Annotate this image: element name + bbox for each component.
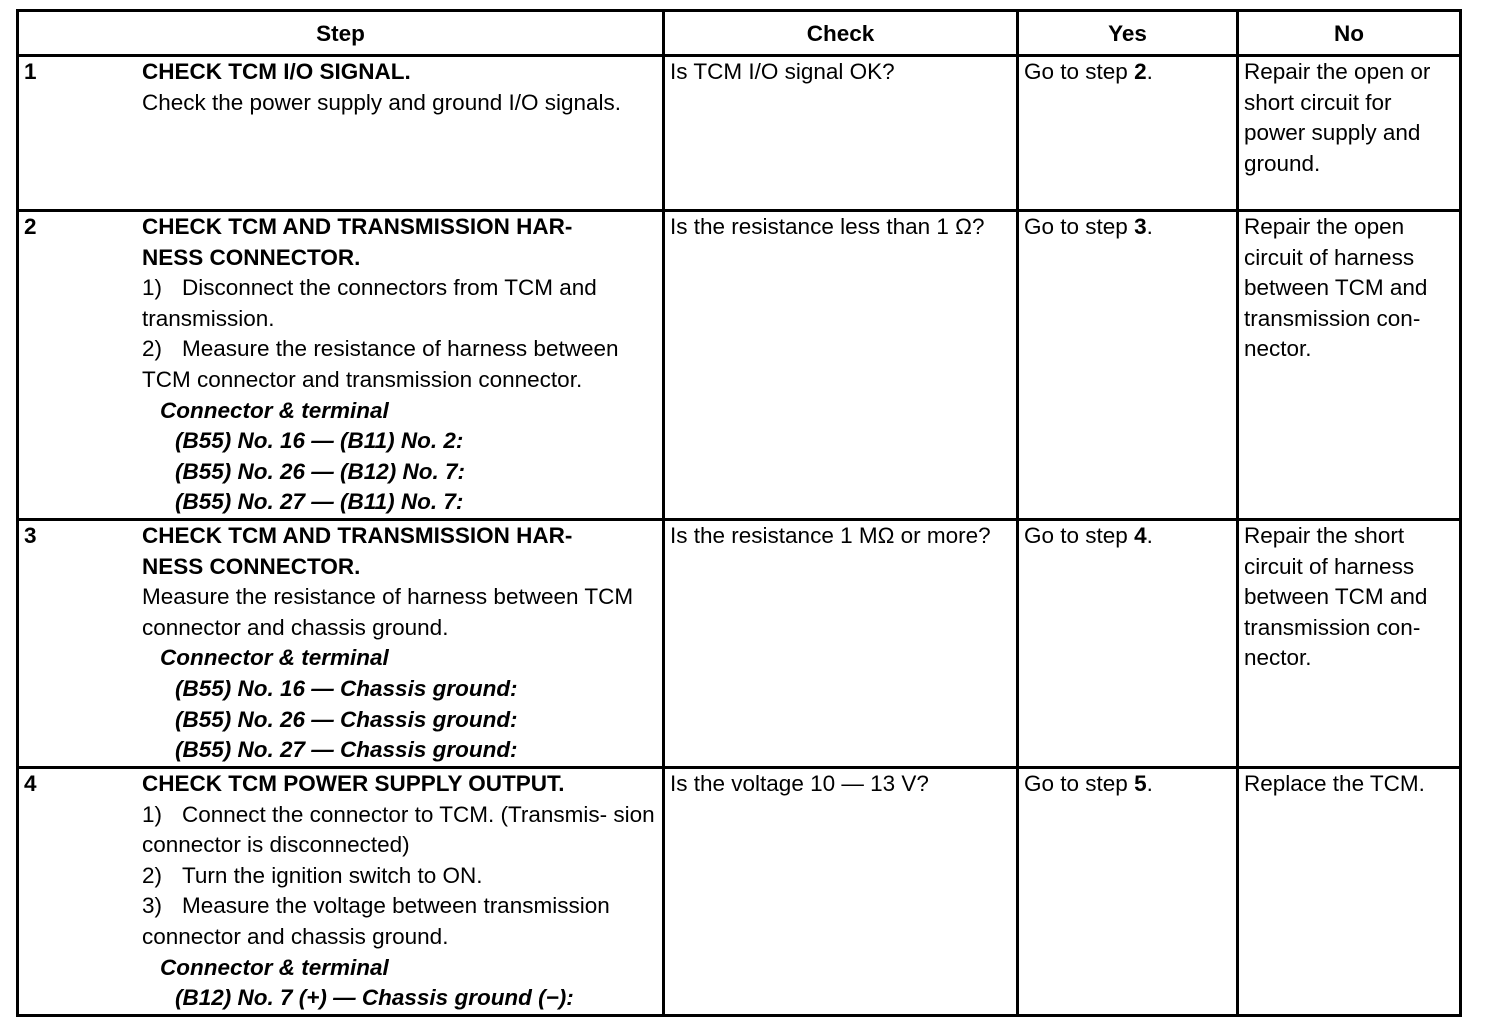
step-number: 1 bbox=[24, 59, 37, 84]
header-step: Step bbox=[18, 11, 664, 56]
connector-terminal: (B12) No. 7 (+) — Chassis ground (−): bbox=[175, 985, 574, 1011]
connector-terminal: (B55) No. 27 — (B11) No. 7: bbox=[175, 489, 464, 515]
yes-suffix: . bbox=[1146, 523, 1153, 548]
check-cell: Is the resistance 1 MΩ or more? bbox=[664, 520, 1018, 768]
step-title: CHECK TCM POWER SUPPLY OUTPUT. bbox=[142, 771, 565, 796]
no-cell: Replace the TCM. bbox=[1238, 768, 1461, 1016]
yes-cell bbox=[1018, 520, 1238, 768]
step-title: CHECK TCM I/O SIGNAL. bbox=[142, 59, 411, 84]
step-text: Measure the resistance of harness between TCM connector and chassis ground. bbox=[142, 584, 634, 640]
check-cell: Is the voltage 10 — 13 V? bbox=[664, 768, 1018, 1016]
procedure-item bbox=[142, 800, 662, 861]
connector-heading: Connector & terminal bbox=[160, 645, 389, 671]
no-cell: Repair the open circuit of harness between TCM and transmission con- nector. bbox=[1238, 211, 1461, 520]
procedure-text: Disconnect the connectors from TCM and transmission. bbox=[142, 275, 597, 331]
procedure-item bbox=[142, 334, 662, 395]
table-row bbox=[18, 56, 1461, 211]
connector-heading: Connector & terminal bbox=[160, 954, 389, 980]
no-cell: Repair the open or short circuit for power supply and ground. bbox=[1238, 56, 1461, 211]
connector-heading: Connector & terminal bbox=[160, 397, 389, 423]
procedure-number: 1) bbox=[142, 275, 163, 301]
table-header-row bbox=[18, 11, 1461, 56]
procedure-number: 2) bbox=[142, 336, 163, 362]
yes-suffix: . bbox=[1146, 214, 1153, 239]
yes-suffix: . bbox=[1146, 771, 1153, 796]
procedure-text: Measure the resistance of harness between TCM connector and transmission connector. bbox=[142, 336, 619, 392]
step-number: 3 bbox=[24, 523, 37, 548]
yes-suffix: . bbox=[1146, 59, 1153, 84]
connector-terminal: (B55) No. 26 — (B12) No. 7: bbox=[175, 458, 466, 484]
header-yes: Yes bbox=[1018, 11, 1238, 56]
step-number: 4 bbox=[24, 771, 37, 796]
procedure-text: Turn the ignition switch to ON. bbox=[182, 862, 483, 888]
procedure-number: 1) bbox=[142, 801, 163, 827]
procedure-item bbox=[142, 861, 662, 892]
yes-prefix: Go to step bbox=[1024, 59, 1135, 84]
yes-prefix: Go to step bbox=[1024, 214, 1135, 239]
yes-prefix: Go to step bbox=[1024, 771, 1135, 796]
procedure-text: Measure the voltage between transmission connector and chassis ground. bbox=[142, 893, 610, 949]
step-title-line1: CHECK TCM AND TRANSMISSION HAR- bbox=[142, 523, 573, 548]
connector-terminal: (B55) No. 27 — Chassis ground: bbox=[175, 737, 518, 763]
table-row bbox=[18, 211, 1461, 520]
yes-prefix: Go to step bbox=[1024, 523, 1135, 548]
step-cell bbox=[18, 768, 664, 1016]
table-row bbox=[18, 768, 1461, 1016]
check-cell: Is the resistance less than 1 Ω? bbox=[664, 211, 1018, 520]
step-title-line2: NESS CONNECTOR. bbox=[142, 553, 361, 579]
step-title-line2: NESS CONNECTOR. bbox=[142, 244, 361, 270]
table-row bbox=[18, 520, 1461, 768]
step-cell bbox=[18, 520, 664, 768]
connector-terminal: (B55) No. 26 — Chassis ground: bbox=[175, 706, 518, 732]
yes-cell bbox=[1018, 211, 1238, 520]
procedure-number: 2) bbox=[142, 862, 163, 888]
step-cell bbox=[18, 56, 664, 211]
header-no: No bbox=[1238, 11, 1461, 56]
procedure-text: Connect the connector to TCM. (Transmis- sion connector is disconnected) bbox=[142, 801, 655, 858]
procedure-item bbox=[142, 891, 662, 952]
step-text: Check the power supply and ground I/O signals. bbox=[142, 89, 622, 115]
step-cell bbox=[18, 211, 664, 520]
diagnostic-table bbox=[16, 9, 1462, 1017]
step-title-line1: CHECK TCM AND TRANSMISSION HAR- bbox=[142, 214, 573, 239]
connector-terminal: (B55) No. 16 — Chassis ground: bbox=[175, 675, 518, 701]
yes-step-link: 5 bbox=[1134, 771, 1147, 796]
yes-cell bbox=[1018, 56, 1238, 211]
yes-step-link: 3 bbox=[1134, 214, 1147, 239]
procedure-item bbox=[142, 273, 662, 334]
no-cell: Repair the short circuit of harness between TCM and transmission con- nector. bbox=[1238, 520, 1461, 768]
connector-terminal: (B55) No. 16 — (B11) No. 2: bbox=[175, 428, 464, 454]
procedure-number: 3) bbox=[142, 893, 163, 919]
check-cell: Is TCM I/O signal OK? bbox=[664, 56, 1018, 211]
yes-step-link: 4 bbox=[1134, 523, 1147, 548]
yes-step-link: 2 bbox=[1134, 59, 1147, 84]
yes-cell bbox=[1018, 768, 1238, 1016]
step-number: 2 bbox=[24, 214, 37, 239]
header-check: Check bbox=[664, 11, 1018, 56]
